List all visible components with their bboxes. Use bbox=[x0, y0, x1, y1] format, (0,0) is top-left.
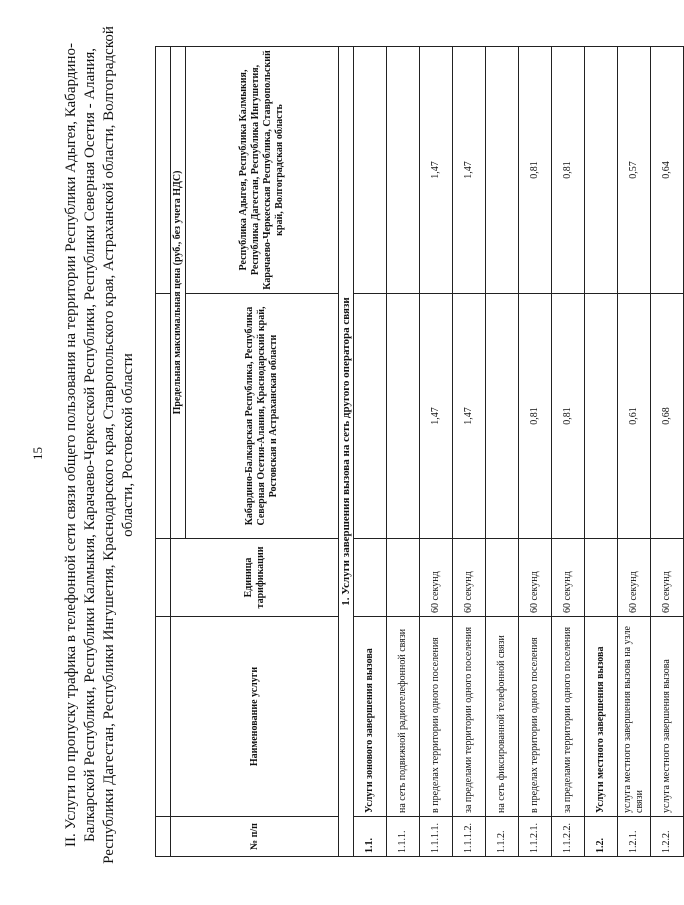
row-price-col1: 0,81 bbox=[519, 294, 552, 539]
table-top-strip bbox=[156, 47, 171, 857]
row-price-col1: 1,47 bbox=[453, 294, 486, 539]
table-row bbox=[354, 47, 387, 857]
row-price-col2 bbox=[387, 47, 420, 294]
row-price-col1 bbox=[354, 294, 387, 539]
row-price-col1 bbox=[585, 294, 618, 539]
row-num: 1.2.1. bbox=[618, 817, 651, 857]
row-price-col2: 1,47 bbox=[453, 47, 486, 294]
row-price-col2: 1,47 bbox=[420, 47, 453, 294]
row-num: 1.1.1.1. bbox=[420, 817, 453, 857]
table-row bbox=[585, 47, 618, 857]
row-num: 1.1. bbox=[354, 817, 387, 857]
row-unit: 60 секунд bbox=[618, 539, 651, 617]
row-unit: 60 секунд bbox=[420, 539, 453, 617]
row-name: Услуги зонового завершения вызова bbox=[354, 617, 387, 817]
section-title: 1. Услуги завершения вызова на сеть другого оператора связи bbox=[339, 47, 354, 857]
row-num: 1.1.2.2. bbox=[552, 817, 585, 857]
row-num: 1.2. bbox=[585, 817, 618, 857]
row-name: за пределами территории одного поселения bbox=[453, 617, 486, 817]
row-price-col1 bbox=[387, 294, 420, 539]
header-num: № п/п bbox=[171, 817, 339, 857]
table-row bbox=[486, 47, 519, 857]
row-num: 1.1.1.2. bbox=[453, 817, 486, 857]
row-name: услуга местного завершения вызова bbox=[651, 617, 684, 817]
header-unit: Единица тарификации bbox=[171, 539, 339, 617]
row-unit: 60 секунд bbox=[453, 539, 486, 617]
row-name: в пределах территории одного поселения bbox=[420, 617, 453, 817]
page-number: 15 bbox=[30, 447, 45, 460]
row-price-col2: 0,64 bbox=[651, 47, 684, 294]
row-price-col1 bbox=[486, 294, 519, 539]
row-name: на сеть подвижной радиотелефонной связи bbox=[387, 617, 420, 817]
row-price-col2: 0,81 bbox=[552, 47, 585, 294]
table-row bbox=[420, 47, 453, 857]
row-price-col2: 0,81 bbox=[519, 47, 552, 294]
row-name: за пределами территории одного поселения bbox=[552, 617, 585, 817]
row-num: 1.1.2. bbox=[486, 817, 519, 857]
row-price-col1: 0,68 bbox=[651, 294, 684, 539]
row-unit: 60 секунд bbox=[552, 539, 585, 617]
row-name: на сеть фиксированной телефонной связи bbox=[486, 617, 519, 817]
document-heading: II. Услуги по пропуску трафика в телефонной сети связи общего пользования на территории Республики Адыгея, Кабардино-Балкарской Республики, Республики Калмыкия, Карачаево-Черкесской Республики, Республики Северная Осетия - Алания, Республики Дагестан, Республики Ингушетия, Краснодарского края, Ставропольского края, Астраханской области, Волгоградской области, Ростовской области bbox=[63, 26, 136, 864]
table-row bbox=[519, 47, 552, 857]
row-price-col1: 0,61 bbox=[618, 294, 651, 539]
header-name: Наименование услуги bbox=[171, 617, 339, 817]
row-price-col2 bbox=[354, 47, 387, 294]
row-unit bbox=[585, 539, 618, 617]
row-name: в пределах территории одного поселения bbox=[519, 617, 552, 817]
header-price-group: Предельная максимальная цена (руб., без учета НДС) bbox=[171, 47, 186, 539]
row-price-col2: 0,57 bbox=[618, 47, 651, 294]
table-row bbox=[618, 47, 651, 857]
row-unit bbox=[354, 539, 387, 617]
header-price-col1: Кабардино-Балкарская Республика, Республика Северная Осетия-Алания, Краснодарский край, Ростовская и Астраханская области bbox=[186, 294, 339, 539]
row-num: 1.1.2.1. bbox=[519, 817, 552, 857]
table-row bbox=[453, 47, 486, 857]
row-num: 1.1.1. bbox=[387, 817, 420, 857]
header-price-col2: Республика Адыгея, Республика Калмыкия, Республика Дагестан, Республика Ингушетия, Карачаево-Черкесская Республика, Ставропольский край, Волгоградская область bbox=[186, 47, 339, 294]
table-row bbox=[651, 47, 684, 857]
table-header-row bbox=[171, 47, 186, 857]
row-num: 1.2.2. bbox=[651, 817, 684, 857]
row-name: Услуги местного завершения вызова bbox=[585, 617, 618, 817]
table-row bbox=[552, 47, 585, 857]
row-unit bbox=[486, 539, 519, 617]
row-price-col2 bbox=[585, 47, 618, 294]
row-price-col2 bbox=[486, 47, 519, 294]
row-unit: 60 секунд bbox=[519, 539, 552, 617]
row-unit: 60 секунд bbox=[651, 539, 684, 617]
tariff-table bbox=[155, 46, 684, 857]
row-unit bbox=[387, 539, 420, 617]
section-row bbox=[339, 47, 354, 857]
table-row bbox=[387, 47, 420, 857]
row-name: услуга местного завершения вызова на узле связи bbox=[618, 617, 651, 817]
row-price-col1: 0,81 bbox=[552, 294, 585, 539]
row-price-col1: 1,47 bbox=[420, 294, 453, 539]
